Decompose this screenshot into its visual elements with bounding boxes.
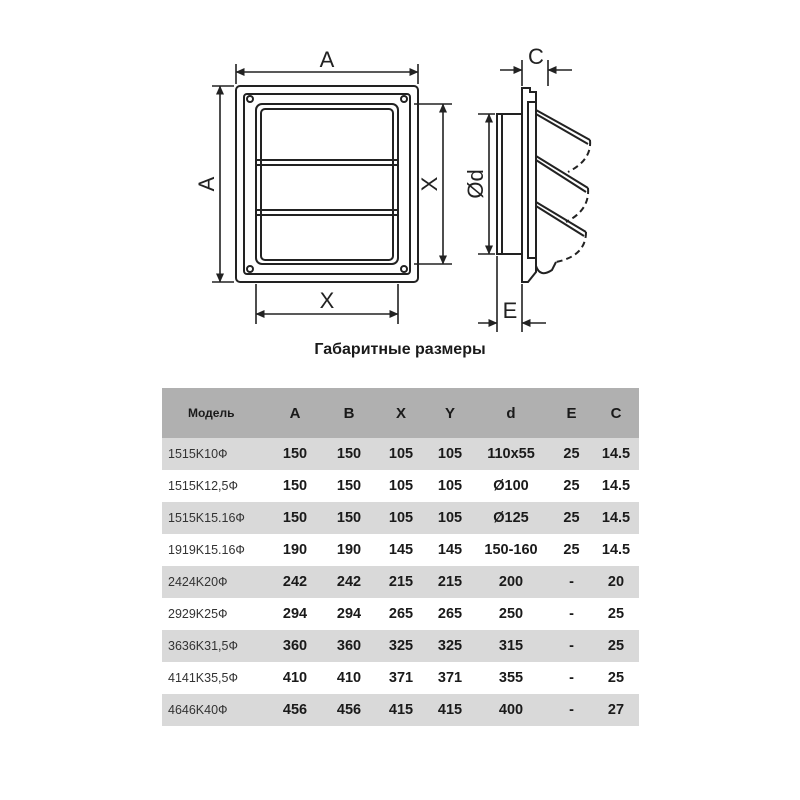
cell-c: 14.5 bbox=[593, 470, 639, 502]
cell-y: 145 bbox=[428, 534, 472, 566]
dim-label-a-top: A bbox=[319, 47, 335, 72]
cell-x: 105 bbox=[374, 502, 428, 534]
cell-a: 150 bbox=[266, 470, 324, 502]
table-header-row bbox=[162, 388, 639, 438]
louver-blade bbox=[536, 202, 586, 232]
cell-d: 150-160 bbox=[472, 534, 550, 566]
hood-outline bbox=[536, 102, 556, 273]
cell-c: 25 bbox=[593, 662, 639, 694]
cell-x: 105 bbox=[374, 438, 428, 470]
blade-swing-arc bbox=[568, 140, 590, 172]
cell-b: 150 bbox=[324, 438, 374, 470]
cell-d: 355 bbox=[472, 662, 550, 694]
table-row bbox=[162, 662, 639, 694]
cell-e: 25 bbox=[550, 438, 593, 470]
cell-b: 456 bbox=[324, 694, 374, 726]
table-row bbox=[162, 598, 639, 630]
header-d: d bbox=[472, 388, 550, 438]
side-frame bbox=[522, 88, 536, 282]
cell-model: 1515K10Ф bbox=[162, 438, 266, 470]
blade-swing-arc bbox=[566, 188, 588, 222]
cell-d: Ø125 bbox=[472, 502, 550, 534]
cell-y: 415 bbox=[428, 694, 472, 726]
cell-d: 250 bbox=[472, 598, 550, 630]
table-row bbox=[162, 630, 639, 662]
table-row bbox=[162, 438, 639, 470]
blade-swing-arc bbox=[556, 232, 586, 262]
cell-a: 294 bbox=[266, 598, 324, 630]
cell-x: 265 bbox=[374, 598, 428, 630]
front-view bbox=[236, 86, 418, 282]
cell-c: 25 bbox=[593, 598, 639, 630]
cell-e: - bbox=[550, 566, 593, 598]
cell-b: 360 bbox=[324, 630, 374, 662]
cell-y: 215 bbox=[428, 566, 472, 598]
header-y: Y bbox=[428, 388, 472, 438]
dimensions-table bbox=[162, 388, 639, 726]
cell-b: 242 bbox=[324, 566, 374, 598]
cell-e: 25 bbox=[550, 502, 593, 534]
louver-blade bbox=[536, 206, 584, 236]
louver-blade bbox=[536, 114, 588, 144]
cell-model: 4141K35,5Ф bbox=[162, 662, 266, 694]
cell-model: 4646K40Ф bbox=[162, 694, 266, 726]
louver-blade bbox=[536, 110, 590, 140]
cell-e: - bbox=[550, 630, 593, 662]
table-row bbox=[162, 470, 639, 502]
cell-e: 25 bbox=[550, 534, 593, 566]
header-a: A bbox=[266, 388, 324, 438]
cell-y: 265 bbox=[428, 598, 472, 630]
cell-d: 400 bbox=[472, 694, 550, 726]
cell-x: 145 bbox=[374, 534, 428, 566]
cell-a: 456 bbox=[266, 694, 324, 726]
cell-a: 190 bbox=[266, 534, 324, 566]
table-row bbox=[162, 502, 639, 534]
cell-e: - bbox=[550, 662, 593, 694]
cell-a: 360 bbox=[266, 630, 324, 662]
cell-x: 215 bbox=[374, 566, 428, 598]
cell-y: 105 bbox=[428, 502, 472, 534]
header-c: C bbox=[593, 388, 639, 438]
header-model: Модель bbox=[162, 388, 266, 438]
cell-model: 3636K31,5Ф bbox=[162, 630, 266, 662]
cell-a: 150 bbox=[266, 502, 324, 534]
cell-e: - bbox=[550, 598, 593, 630]
cell-x: 371 bbox=[374, 662, 428, 694]
table-row bbox=[162, 566, 639, 598]
cell-a: 150 bbox=[266, 438, 324, 470]
cell-a: 242 bbox=[266, 566, 324, 598]
dim-label-x-right: X bbox=[417, 176, 442, 192]
table-row bbox=[162, 534, 639, 566]
side-view bbox=[497, 88, 590, 282]
cell-d: 315 bbox=[472, 630, 550, 662]
cell-model: 1515K12,5Ф bbox=[162, 470, 266, 502]
cell-x: 105 bbox=[374, 470, 428, 502]
frame-outer bbox=[236, 86, 418, 282]
cell-model: 2929K25Ф bbox=[162, 598, 266, 630]
cell-b: 410 bbox=[324, 662, 374, 694]
louver-blade bbox=[536, 160, 586, 192]
dim-label-a-left: A bbox=[194, 176, 219, 192]
cell-b: 294 bbox=[324, 598, 374, 630]
cell-x: 415 bbox=[374, 694, 428, 726]
cell-c: 14.5 bbox=[593, 438, 639, 470]
header-b: B bbox=[324, 388, 374, 438]
louver-blade bbox=[536, 156, 588, 188]
header-e: E bbox=[550, 388, 593, 438]
cell-y: 371 bbox=[428, 662, 472, 694]
cell-model: 1919K15.16Ф bbox=[162, 534, 266, 566]
cell-b: 150 bbox=[324, 502, 374, 534]
dim-label-x-bottom: X bbox=[319, 288, 335, 313]
cell-c: 25 bbox=[593, 630, 639, 662]
cell-d: 200 bbox=[472, 566, 550, 598]
dim-label-d: Ød bbox=[463, 169, 488, 199]
cell-x: 325 bbox=[374, 630, 428, 662]
cell-b: 150 bbox=[324, 470, 374, 502]
cell-d: 110x55 bbox=[472, 438, 550, 470]
cell-c: 27 bbox=[593, 694, 639, 726]
cell-e: 25 bbox=[550, 470, 593, 502]
cell-y: 325 bbox=[428, 630, 472, 662]
cell-a: 410 bbox=[266, 662, 324, 694]
dim-label-c: C bbox=[528, 44, 544, 69]
cell-model: 1515K15.16Ф bbox=[162, 502, 266, 534]
table-body bbox=[162, 438, 639, 726]
cell-c: 14.5 bbox=[593, 502, 639, 534]
dimension-drawing bbox=[0, 0, 800, 340]
header-x: X bbox=[374, 388, 428, 438]
dim-label-e: E bbox=[502, 298, 518, 323]
cell-e: - bbox=[550, 694, 593, 726]
cell-c: 20 bbox=[593, 566, 639, 598]
cell-c: 14.5 bbox=[593, 534, 639, 566]
cell-d: Ø100 bbox=[472, 470, 550, 502]
table-row bbox=[162, 694, 639, 726]
drawing-caption: Габаритные размеры bbox=[314, 341, 486, 358]
cell-b: 190 bbox=[324, 534, 374, 566]
cell-y: 105 bbox=[428, 470, 472, 502]
cell-model: 2424K20Ф bbox=[162, 566, 266, 598]
cell-y: 105 bbox=[428, 438, 472, 470]
duct-spigot bbox=[497, 114, 522, 254]
